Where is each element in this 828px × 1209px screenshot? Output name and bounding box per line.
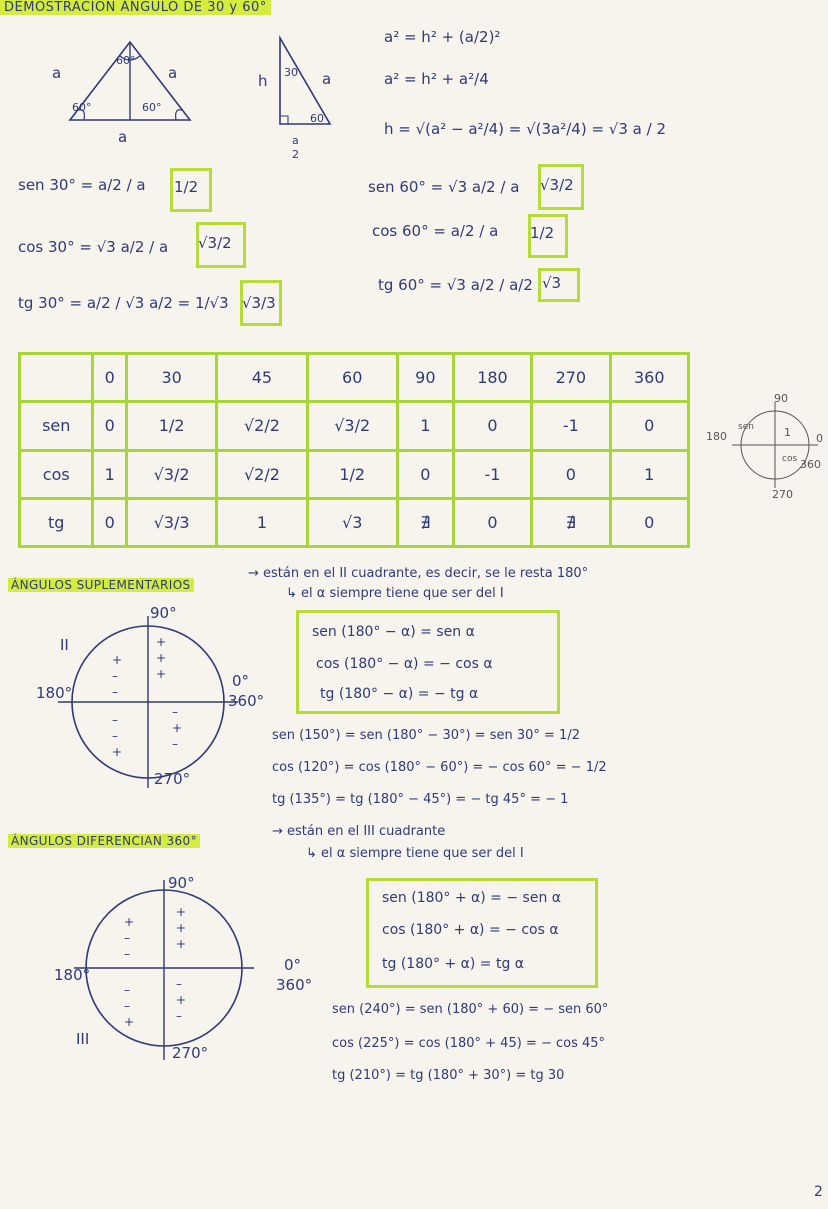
sin60-eq: sen 60° = √3 a/2 / a: [368, 178, 520, 196]
table-cell: 1: [217, 498, 307, 546]
svg-text:–: –: [112, 729, 118, 743]
svg-text:–: –: [124, 999, 130, 1013]
table-cell: cos: [20, 450, 93, 498]
svg-text:–: –: [112, 713, 118, 727]
deriv-line3: h = √(a² − a²/4) = √(3a²/4) = √3 a / 2: [384, 120, 666, 138]
svg-text:–: –: [172, 737, 178, 751]
supl-formula-cos: cos (180° − α) = − cos α: [316, 656, 493, 672]
svg-text:+: +: [124, 1015, 135, 1029]
table-cell: 0: [93, 354, 126, 402]
table-cell: √3/2: [126, 450, 216, 498]
svg-text:–: –: [176, 977, 182, 991]
dif-360: 360°: [276, 976, 313, 994]
table-cell: 30: [126, 354, 216, 402]
sin60-result: √3/2: [540, 176, 574, 194]
mini-cos: cos: [782, 454, 798, 464]
svg-text:–: –: [176, 1009, 182, 1023]
table-cell: 1/2: [307, 450, 397, 498]
mini-0: 0: [816, 432, 823, 445]
table-cell: 0: [453, 498, 531, 546]
dif-unit-circle: [64, 876, 284, 1066]
cos60-eq: cos 60° = a/2 / a: [372, 222, 499, 240]
dif-note1: → están en el III cuadrante: [272, 824, 446, 839]
supl-quadrant-label: II: [60, 636, 69, 654]
table-cell: 45: [217, 354, 307, 402]
equilateral-triangle-diagram: [40, 30, 230, 140]
svg-text:+: +: [156, 667, 167, 681]
tg60-eq: tg 60° = √3 a/2 / a/2: [378, 276, 533, 294]
svg-text:+: +: [156, 651, 167, 665]
dif-90: 90°: [168, 874, 195, 892]
dif-quadrant-label: III: [76, 1030, 90, 1048]
table-cell: 0: [610, 498, 688, 546]
svg-text:+: +: [156, 635, 167, 649]
side-a-bottom: a: [118, 128, 128, 146]
table-cell: 180: [453, 354, 531, 402]
page-title: DEMOSTRACIÓN ÁNGULO DE 30 y 60°: [0, 0, 271, 15]
table-cell: 90: [397, 354, 453, 402]
supl-example-2: cos (120°) = cos (180° − 60°) = − cos 60° = − 1/2: [272, 760, 607, 775]
table-cell: ∄: [397, 498, 453, 546]
tg60-result: √3: [542, 274, 562, 292]
table-cell: √2/2: [217, 450, 307, 498]
dif-formula-tg: tg (180° + α) = tg α: [382, 956, 525, 972]
svg-text:+: +: [176, 937, 187, 951]
table-cell: √3/2: [307, 402, 397, 450]
svg-text:–: –: [124, 931, 130, 945]
mini-270: 270: [772, 488, 793, 501]
svg-text:–: –: [124, 983, 130, 997]
cos60-result: 1/2: [530, 224, 555, 242]
supl-heading: ÁNGULOS SUPLEMENTARIOS: [8, 578, 194, 592]
svg-text:+: +: [176, 905, 187, 919]
table-row: [20, 498, 689, 546]
svg-text:–: –: [112, 685, 118, 699]
table-cell: √2/2: [217, 402, 307, 450]
supl-example-3: tg (135°) = tg (180° − 45°) = − tg 45° = − 1: [272, 792, 569, 807]
dif-270: 270°: [172, 1044, 209, 1062]
half-triangle-diagram: [270, 32, 360, 142]
supl-180: 180°: [36, 684, 73, 702]
page-number: 2: [814, 1184, 823, 1200]
dif-example-2: cos (225°) = cos (180° + 45) = − cos 45°: [332, 1036, 606, 1051]
mini-360: 360: [800, 458, 821, 471]
svg-text:+: +: [176, 993, 187, 1007]
mini-one: 1: [784, 426, 791, 439]
trig-values-table: [18, 352, 690, 548]
svg-text:–: –: [124, 947, 130, 961]
half-a-den: 2: [292, 148, 299, 161]
sin30-eq: sen 30° = a/2 / a: [18, 176, 146, 194]
mini-sen: sen: [738, 422, 754, 432]
table-cell: [20, 354, 93, 402]
table-cell: 1: [93, 450, 126, 498]
angle-left: 60°: [72, 101, 92, 114]
dif-example-1: sen (240°) = sen (180° + 60) = − sen 60°: [332, 1002, 609, 1017]
table-cell: tg: [20, 498, 93, 546]
table-cell: sen: [20, 402, 93, 450]
dif-example-3: tg (210°) = tg (180° + 30°) = tg 30: [332, 1068, 565, 1083]
table-cell: 0: [610, 402, 688, 450]
table-cell: 360: [610, 354, 688, 402]
sin30-result: 1/2: [174, 178, 199, 196]
table-cell: √3/3: [126, 498, 216, 546]
supl-formula-tg: tg (180° − α) = − tg α: [320, 686, 479, 702]
table-cell: -1: [453, 450, 531, 498]
mini-90: 90: [774, 392, 788, 405]
table-cell: 1: [610, 450, 688, 498]
deriv-line2: a² = h² + a²/4: [384, 70, 489, 88]
table-cell: -1: [532, 402, 610, 450]
supl-note1: → están en el II cuadrante, es decir, se le resta 180°: [248, 566, 589, 581]
supl-90: 90°: [150, 604, 177, 622]
mini-180: 180: [706, 430, 727, 443]
svg-text:–: –: [172, 705, 178, 719]
side-a-right: a: [168, 64, 178, 82]
supl-360: 360°: [228, 692, 265, 710]
mini-unit-circle: [730, 400, 820, 490]
table-cell: 0: [93, 498, 126, 546]
dif-note2: ↳ el α siempre tiene que ser del I: [306, 846, 524, 861]
supl-270: 270°: [154, 770, 191, 788]
table-cell: ∄: [532, 498, 610, 546]
supl-0: 0°: [232, 672, 250, 690]
table-cell: 0: [93, 402, 126, 450]
angle-60: 60: [310, 112, 324, 125]
supl-note2: ↳ el α siempre tiene que ser del I: [286, 586, 504, 601]
table-cell: 270: [532, 354, 610, 402]
side-a-left: a: [52, 64, 62, 82]
deriv-line1: a² = h² + (a/2)²: [384, 28, 501, 46]
angle-right: 60°: [142, 101, 162, 114]
half-a-num: a: [292, 134, 299, 147]
dif-formula-cos: cos (180° + α) = − cos α: [382, 922, 559, 938]
svg-text:+: +: [176, 921, 187, 935]
table-cell: 0: [532, 450, 610, 498]
dif-180: 180°: [54, 966, 91, 984]
table-header-row: [20, 354, 689, 402]
angle-30: 30: [284, 66, 298, 79]
cos30-result: √3/2: [198, 234, 232, 252]
svg-text:+: +: [112, 745, 123, 759]
dif-formula-sin: sen (180° + α) = − sen α: [382, 890, 562, 906]
svg-text:+: +: [112, 653, 123, 667]
tg30-eq: tg 30° = a/2 / √3 a/2 = 1/√3: [18, 294, 229, 312]
side-a-hyp: a: [322, 70, 332, 88]
svg-text:+: +: [124, 915, 135, 929]
angle-top: 60°: [116, 54, 136, 67]
table-cell: 1: [397, 402, 453, 450]
cos30-eq: cos 30° = √3 a/2 / a: [18, 238, 169, 256]
table-cell: 0: [397, 450, 453, 498]
svg-text:–: –: [112, 669, 118, 683]
table-cell: √3: [307, 498, 397, 546]
table-cell: 0: [453, 402, 531, 450]
side-h: h: [258, 72, 268, 90]
table-cell: 1/2: [126, 402, 216, 450]
supl-example-1: sen (150°) = sen (180° − 30°) = sen 30° = 1/2: [272, 728, 580, 743]
svg-text:+: +: [172, 721, 183, 735]
supl-formula-sin: sen (180° − α) = sen α: [312, 624, 475, 640]
table-cell: 60: [307, 354, 397, 402]
table-row: [20, 402, 689, 450]
tg30-result: √3/3: [242, 294, 276, 312]
dif-heading: ÁNGULOS DIFERENCIAN 360°: [8, 834, 200, 848]
table-row: [20, 450, 689, 498]
dif-0: 0°: [284, 956, 302, 974]
